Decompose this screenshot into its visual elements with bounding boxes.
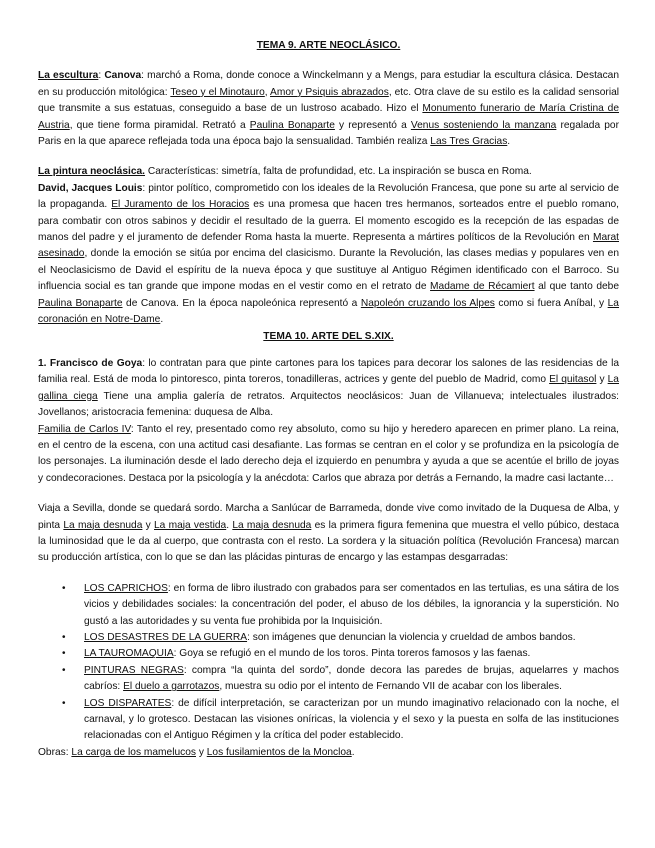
obras-paragraph: Obras: La carga de los mamelucos y Los fusilamientos de la Moncloa. [38,746,355,758]
escultura-paragraph: La escultura: Canova: marchó a Roma, donde conoce a Winckelmann y a Mengs, para estudiar la escultura clásica. Destacan en su producción mitológica: Teseo y el Minotauro, Amor y Psiquis abrazados, etc. Otra clave de su estilo es la calidad sensorial que transmite a sus estatuas, conseguido a base de un lustroso acabado. Hizo el Monumento funerario de María Cristina de Austria, que tiene forma piramidal. Retrató a Paulina Bonaparte y representó a Venus sosteniendo la manzana regalada por Paris en la que aparece reflejada toda una época bajo la sensualidad. También realiza Las Tres Gracias. [38,70,620,148]
maja-desnuda-link: La maja desnuda [63,519,143,531]
quitasol-link: El quitasol [549,374,597,386]
napoleon-alpes-link: Napoleón cruzando los Alpes [360,297,495,309]
familia-carlos-link: Familia de Carlos IV [38,423,131,435]
mamelucos-link: La carga de los mamelucos [71,746,196,758]
caprichos-label: LOS CAPRICHOS [84,582,168,594]
fusilamientos-link: Los fusilamientos de la Moncloa [206,746,352,758]
tres-gracias-link: Las Tres Gracias [430,136,508,148]
teseo-link: Teseo y el Minotauro [170,86,265,98]
desastres-label: LOS DESASTRES DE LA GUERRA [84,632,248,643]
gallina-ciega-link: La gallina ciega [38,374,619,402]
list-item: • LOS CAPRICHOS: en forma de libro ilustrado con grabados para ser comentados en las tertulias, es una sátira de los vicios y debilidades sociales: la concentración del poder, el abuso de los débiles, la ignorancia y la superstición. No gustó a las autoridades y su venta fue prohibida por la Inquisición. [62,582,619,627]
paulina-bonaparte-link-2: Paulina Bonaparte [38,297,123,309]
pintura-heading: La pintura neoclásica. [38,166,146,178]
list-item: • LOS DISPARATES: de difícil interpretación, se caracterizan por un mundo imaginativo relacionado con la noche, el carnaval, y lo grotesco. Destacan las visiones oníricas, la violencia y el sexo y la puesta en solfa de las instituciones relacionadas con el Antiguo Régimen y la crítica del poder establecido. [62,697,619,742]
maja-vestida-link: La maja vestida [154,519,227,531]
bullet-icon: • [62,697,66,709]
tauromaquia-label: LA TAUROMAQUIA [84,648,174,660]
canova-name: Canova [104,70,142,82]
maja-desnuda-link-2: La maja desnuda [232,519,312,531]
familia-paragraph: Familia de Carlos IV: Tanto el rey, presentado como rey absoluto, como su hijo y heredero aparecen en primer plano. La reina, en el centro de la escena, con una actitud casi desafiante. Las formas se centran en el color y se profundiza en la psicología de los personajes. La iluminación desde el lado derecho deja el izquierdo en penumbra y ayuda a que se acentúe el brillo de joyas y condecoraciones. Destaca por la psicología y la anécdota: Carlos que abraza por detrás a Fernando, la madre casi lactante… [38,423,619,484]
bullet-icon: • [62,582,66,594]
horacios-link: El Juramento de los Horacios [111,199,250,211]
pintura-paragraph: La pintura neoclásica. Características: simetría, falta de profundidad, etc. La inspiración se busca en Roma. David, Jacques Louis: pintor político, comprometido con los ideales de la Revolución Francesa, que pone su arte al servicio de la propaganda. El Juramento de los Horacios es una promesa que hacen tres hermanos, sorteados entre el pueblo romano, para combatir con otros sabinos y decidir el resultado de la guerra. El momento escogido es la recepción de las espadas de manos del padre y el juramento de defender Roma hasta la muerte. Representa a mártires políticos de la Revolución en Marat asesinado, donde la emoción se sitúa por encima del clasicismo. Durante la Revolución, las clases medias y populares ven en el Neoclasicismo de David el espíritu de la nueva época y que sustituye al Antiguo Régimen identificado con el Barroco. Su influencia social es tan grande que impone modas en el vestir como en el retrato de Madame de Récamiert al que tanto debe Paulina Bonaparte de Canova. En la época napoleónica representó a Napoleón cruzando los Alpes como si fuera Aníbal, y La coronación en Notre-Dame. [38,166,619,326]
bullet-icon: • [62,664,66,676]
david-name: David, Jacques Louis [38,182,143,194]
tema10-title: TEMA 10. ARTE DEL S.XIX. [263,330,394,342]
venus-link: Venus sosteniendo la manzana [410,119,557,131]
amor-psiquis-link: Amor y Psiquis abrazados [270,86,389,98]
sevilla-paragraph: Viaja a Sevilla, donde se quedará sordo. Marcha a Sanlúcar de Barrameda, donde vive como invitado de la Duquesa de Alba, y pinta La maja desnuda y La maja vestida. La maja desnuda es la primera figura femenina que muestra el vello púbico, destaca la luminosidad que le da al cuerpo, que contrasta con el resto. La sordera y la situación política (Revolución Francesa) marcan su producción artística, con lo que se dan las plácidas pinturas de encargo y las estampas desgarradas: [38,503,620,564]
list-item: • LA TAUROMAQUIA: Goya se refugió en el mundo de los toros. Pinta toreros famosos y las faenas. [84,646,619,662]
tema9-title: TEMA 9. ARTE NEOCLÁSICO. [256,40,401,51]
bullet-icon: • [62,632,66,643]
recamier-link: Madame de Récamiert [430,281,535,293]
estampas-list [38,581,619,745]
paulina-bonaparte-link: Paulina Bonaparte [249,119,335,131]
disparates-label: LOS DISPARATES [84,697,172,709]
goya-heading: 1. Francisco de Goya [38,357,143,369]
bullet-icon: • [62,648,66,660]
coronacion-link: La coronación en Notre-Dame [38,297,619,326]
list-item: • LOS DESASTRES DE LA GUERRA: son imágenes que denuncian la violencia y crueldad de ambos bandos. [84,630,619,646]
marat-link: Marat asesinado [38,232,619,260]
monumento-funerario-link: Monumento funerario de María Cristina de Austria [38,103,619,131]
duelo-garrotazos-link: El duelo a garrotazos [123,681,220,693]
list-item: • PINTURAS NEGRAS: compra “la quinta del sordo”, donde decora las paredes de brujas, aquelarres y machos cabríos: El duelo a garrotazos, muestra su odio por el intento de Fernando VII de acabar con los liberales. [62,664,619,693]
pinturas-negras-label: PINTURAS NEGRAS [84,664,184,676]
goya-paragraph: 1. Francisco de Goya: lo contratan para que pinte cartones para los tapices para decorar los salones de las residencias de la familia real. Está de moda lo pintoresco, pinta toreros, tonadilleras, actrices y gente del pueblo de Madrid, como El quitasol y La gallina ciega Tiene una amplia galería de retratos. Arquitectos neoclásicos: Juan de Villanueva; intelectuales ilustrados: Jovellanos; aristocracia femenina: duquesa de Alba. [38,357,620,419]
escultura-heading: La escultura [38,70,99,82]
